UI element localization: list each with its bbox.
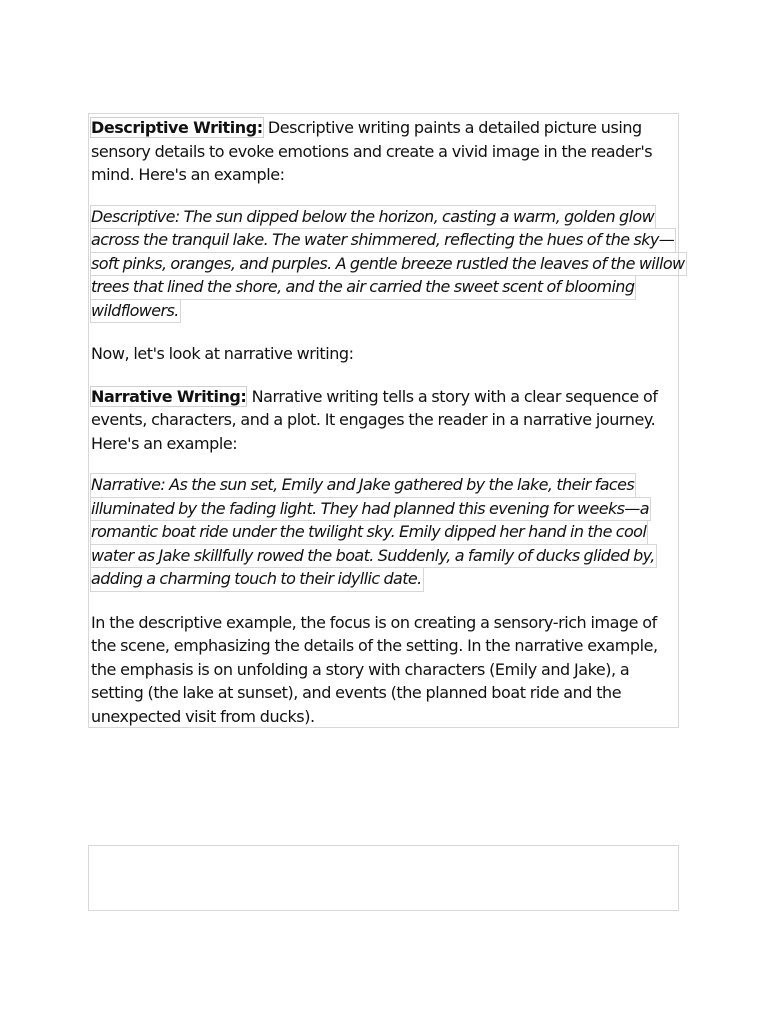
descriptive-writing-label: Descriptive Writing: [91,118,263,137]
descriptive-example-line: across the tranquil lake. The water shimmered, reflecting the hues of the sky— [90,228,676,253]
descriptive-example-line: soft pinks, oranges, and purples. A gentle breeze rustled the leaves of the willow [90,252,687,277]
narrative-example-line: Narrative: As the sun set, Emily and Jake gathered by the lake, their faces [90,473,636,498]
narrative-example-line: illuminated by the fading light. They had planned this evening for weeks—a [90,497,651,522]
narrative-example-line: romantic boat ride under the twilight sky. Emily dipped her hand in the cool [90,520,648,545]
descriptive-intro-text: Descriptive writing paints a detailed picture using sensory details to evoke emotions and create a vivid image in the reader's mind. Here's an example: [91,118,653,184]
narrative-writing-label: Narrative Writing: [91,386,247,406]
conclusion-paragraph: In the descriptive example, the focus is on creating a sensory-rich image of the scene, emphasizing the details of the setting. In the narrative example, the emphasis is on unfolding a story with characters (Emily and Jake), a setting (the lake at sunset), and events (the planned boat ride and the unexpected visit from ducks). [91,612,658,726]
narrative-example-line: water as Jake skillfully rowed the boat. Suddenly, a family of ducks glided by, [90,544,657,569]
descriptive-intro-paragraph [91,116,678,187]
descriptive-example [91,205,685,324]
empty-footer-box [88,845,679,911]
descriptive-example-line: Descriptive: The sun dipped below the horizon, casting a warm, golden glow [90,205,656,230]
descriptive-example-line: wildflowers. [90,299,181,324]
narrative-example-line: adding a charming touch to their idyllic date. [90,567,424,592]
narrative-example [91,473,678,592]
transition-paragraph: Now, let's look at narrative writing: [91,344,354,363]
narrative-intro-paragraph [91,385,678,456]
narrative-intro-text: Narrative writing tells a story with a clear sequence of events, characters, and a plot. It engages the reader in a narrative journey. Here's an example: [91,386,658,453]
descriptive-example-line: trees that lined the shore, and the air carried the sweet scent of blooming [90,275,636,300]
document-content-box [88,113,685,728]
